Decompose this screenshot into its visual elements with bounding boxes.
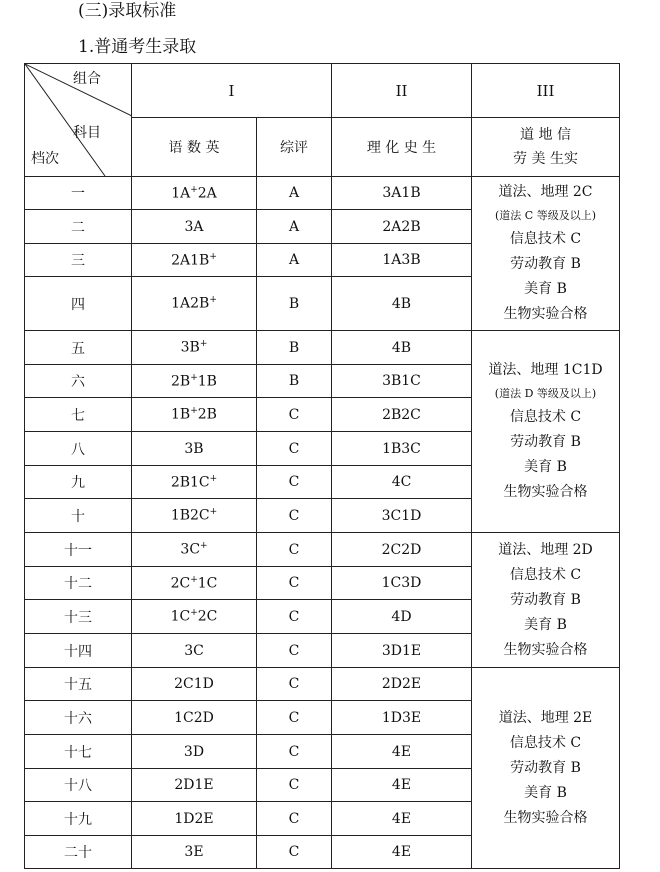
level-cell: 十八 <box>25 769 132 802</box>
subheader-group-iii <box>472 118 620 177</box>
level-cell: 十七 <box>25 735 132 769</box>
grade-cell-i: 3C <box>132 634 257 668</box>
table-row <box>25 331 620 365</box>
grade-cell-i: 3A <box>132 210 257 244</box>
grade-cell-ii: 4B <box>332 331 472 365</box>
eval-cell: C <box>257 668 332 701</box>
grade-cell-i: 1A+2A <box>132 177 257 210</box>
grade-cell-ii: 1A3B <box>332 244 472 277</box>
level-cell: 十二 <box>25 567 132 600</box>
grade-cell-i: 3B+ <box>132 331 257 365</box>
requirement-line: 信息技术 C <box>509 566 582 583</box>
eval-cell: B <box>257 331 332 365</box>
level-cell: 六 <box>25 365 132 398</box>
grade-cell-i: 3E <box>132 836 257 869</box>
level-cell: 二十 <box>25 836 132 869</box>
eval-cell: B <box>257 365 332 398</box>
grade-cell-ii: 3B1C <box>332 365 472 398</box>
requirement-line: 劳动教育 B <box>510 256 581 272</box>
grade-cell-i: 2D1E <box>132 769 257 802</box>
requirement-line: 道法、地理 2E <box>498 709 593 726</box>
grade-cell-i: 2A1B+ <box>132 244 257 277</box>
table-row <box>25 177 620 210</box>
grade-cell-ii: 4D <box>332 600 472 634</box>
corner-header-cell <box>25 64 132 177</box>
group-header-ii: II <box>332 64 472 118</box>
section-title: (三)录取标准 <box>78 1 177 21</box>
eval-cell: A <box>257 244 332 277</box>
group-iii-requirements <box>472 331 620 533</box>
level-cell: 七 <box>25 398 132 432</box>
level-cell: 十三 <box>25 600 132 634</box>
requirement-line: 劳动教育 B <box>510 434 581 450</box>
eval-cell: C <box>257 432 332 466</box>
grade-cell-i: 2C+1C <box>132 567 257 600</box>
grade-cell-ii: 3A1B <box>332 177 472 210</box>
level-cell: 十九 <box>25 802 132 836</box>
requirement-line: (道法 D 等级及以上) <box>494 387 597 400</box>
requirement-line: 美育 B <box>524 281 567 297</box>
requirement-line: 美育 B <box>524 459 567 475</box>
group-iii-requirements <box>472 668 620 869</box>
grade-cell-ii: 4B <box>332 277 472 331</box>
level-cell: 十六 <box>25 701 132 735</box>
level-cell: 二 <box>25 210 132 244</box>
group-iii-requirements <box>472 177 620 331</box>
eval-cell: C <box>257 836 332 869</box>
eval-cell: C <box>257 567 332 600</box>
group-header-iii: III <box>472 64 620 118</box>
requirement-line: 生物实验合格 <box>503 809 588 826</box>
table-row <box>25 533 620 567</box>
grade-cell-ii: 2C2D <box>332 533 472 567</box>
requirement-line: 生物实验合格 <box>503 306 588 322</box>
eval-cell: C <box>257 735 332 769</box>
corner-label-subject: 科目 <box>73 125 101 141</box>
level-cell: 五 <box>25 331 132 365</box>
level-cell: 十一 <box>25 533 132 567</box>
eval-cell: A <box>257 210 332 244</box>
grade-cell-ii: 1B3C <box>332 432 472 466</box>
grade-cell-i: 1D2E <box>132 802 257 836</box>
requirement-line: 信息技术 C <box>509 231 582 247</box>
table-body <box>25 177 620 869</box>
subheader-physics-chem-history-bio: 理 化 史 生 <box>332 118 472 177</box>
grade-cell-ii: 4E <box>332 735 472 769</box>
level-cell: 一 <box>25 177 132 210</box>
level-cell: 四 <box>25 277 132 331</box>
requirement-line: (道法 C 等级及以上) <box>495 209 596 222</box>
requirement-line: 道法、地理 2C <box>498 184 593 200</box>
grade-cell-i: 1B2C+ <box>132 499 257 533</box>
requirement-line: 美育 B <box>524 784 567 801</box>
grade-cell-i: 2B1C+ <box>132 466 257 499</box>
grade-cell-ii: 2A2B <box>332 210 472 244</box>
requirement-line: 劳动教育 B <box>510 591 581 608</box>
subheader-comprehensive-eval: 综评 <box>257 118 332 177</box>
eval-cell: C <box>257 802 332 836</box>
grade-cell-ii: 3C1D <box>332 499 472 533</box>
requirement-line: 生物实验合格 <box>503 484 588 500</box>
requirement-line: 道法、地理 1C1D <box>488 362 603 378</box>
group-iii-requirements <box>472 533 620 668</box>
grade-cell-i: 3D <box>132 735 257 769</box>
subheader-iii-line2: 劳 美 生实 <box>513 151 578 167</box>
grade-cell-i: 3C+ <box>132 533 257 567</box>
requirement-line: 信息技术 C <box>509 734 582 751</box>
eval-cell: C <box>257 634 332 668</box>
requirement-line: 美育 B <box>524 616 567 633</box>
admission-standards-table <box>24 63 620 869</box>
grade-cell-i: 1A2B+ <box>132 277 257 331</box>
level-cell: 三 <box>25 244 132 277</box>
level-cell: 九 <box>25 466 132 499</box>
grade-cell-ii: 4C <box>332 466 472 499</box>
subheader-iii-line1: 道 地 信 <box>520 127 571 143</box>
grade-cell-ii: 4E <box>332 769 472 802</box>
level-cell: 十四 <box>25 634 132 668</box>
eval-cell: C <box>257 769 332 802</box>
grade-cell-ii: 3D1E <box>332 634 472 668</box>
group-header-i: I <box>132 64 332 118</box>
grade-cell-i: 3B <box>132 432 257 466</box>
eval-cell: C <box>257 398 332 432</box>
grade-cell-i: 1C2D <box>132 701 257 735</box>
grade-cell-ii: 2D2E <box>332 668 472 701</box>
grade-cell-ii: 2B2C <box>332 398 472 432</box>
subsection-title: 1.普通考生录取 <box>78 37 197 57</box>
eval-cell: C <box>257 499 332 533</box>
requirement-line: 道法、地理 2D <box>498 541 593 558</box>
level-cell: 八 <box>25 432 132 466</box>
requirement-line: 生物实验合格 <box>503 641 588 658</box>
grade-cell-i: 2B+1B <box>132 365 257 398</box>
eval-cell: B <box>257 277 332 331</box>
grade-cell-ii: 4E <box>332 836 472 869</box>
eval-cell: C <box>257 466 332 499</box>
subheader-chinese-math-english: 语 数 英 <box>132 118 257 177</box>
eval-cell: A <box>257 177 332 210</box>
grade-cell-ii: 1C3D <box>332 567 472 600</box>
grade-cell-i: 2C1D <box>132 668 257 701</box>
eval-cell: C <box>257 533 332 567</box>
corner-label-group: 组合 <box>73 71 101 87</box>
eval-cell: C <box>257 600 332 634</box>
grade-cell-ii: 4E <box>332 802 472 836</box>
corner-label-level: 档次 <box>31 151 59 167</box>
grade-cell-ii: 1D3E <box>332 701 472 735</box>
level-cell: 十五 <box>25 668 132 701</box>
table-row <box>25 668 620 701</box>
eval-cell: C <box>257 701 332 735</box>
grade-cell-i: 1C+2C <box>132 600 257 634</box>
requirement-line: 信息技术 C <box>509 409 582 425</box>
level-cell: 十 <box>25 499 132 533</box>
requirement-line: 劳动教育 B <box>510 759 581 776</box>
grade-cell-i: 1B+2B <box>132 398 257 432</box>
